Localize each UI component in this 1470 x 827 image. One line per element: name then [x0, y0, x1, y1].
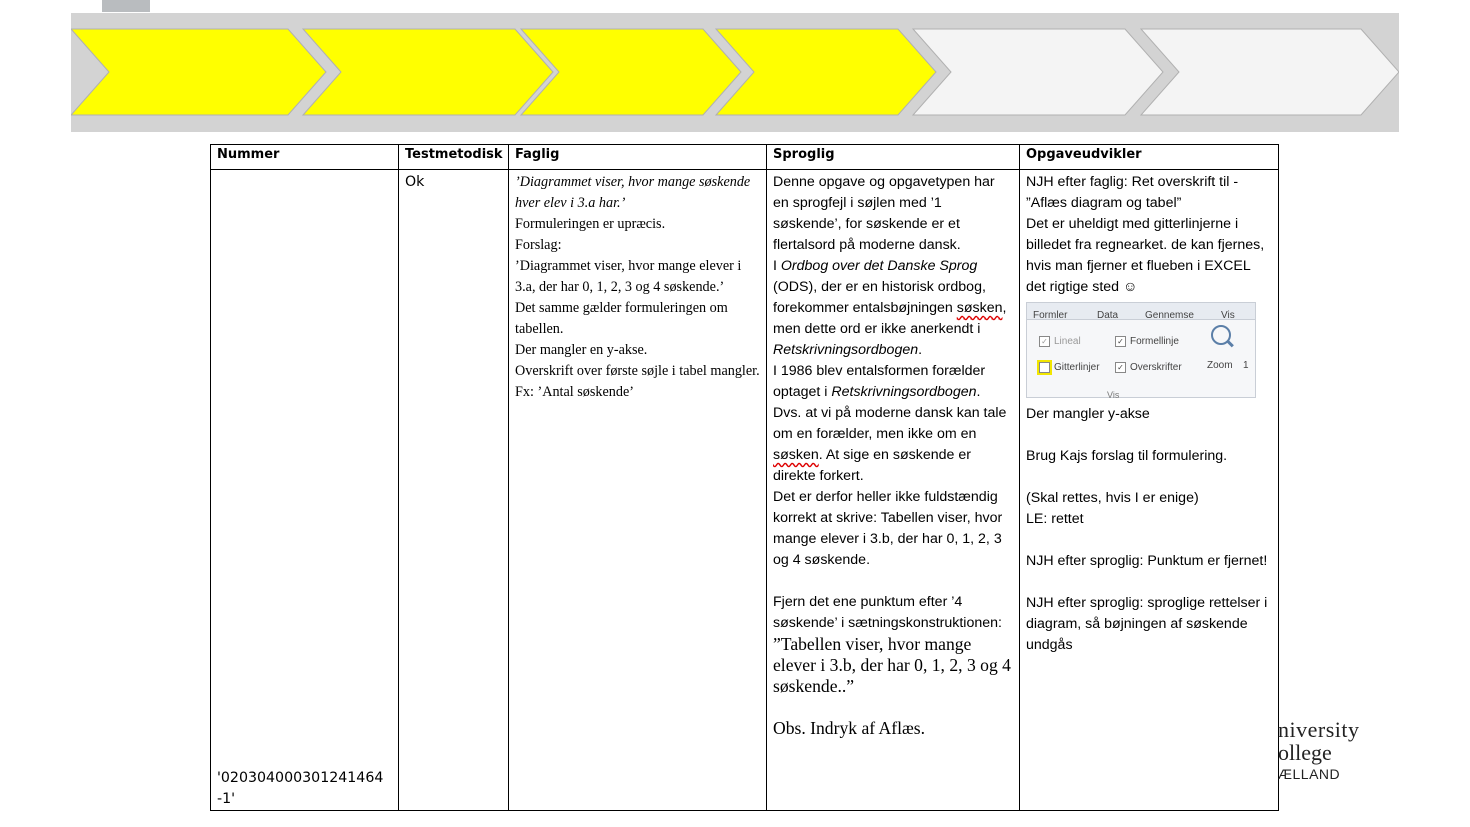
logo-line: niversity [1278, 717, 1360, 742]
zoom-magnifier-icon [1211, 325, 1231, 345]
header-row [211, 145, 1279, 170]
text: I 1986 blev entalsformen forælder optaget i [773, 363, 986, 400]
text: . [976, 384, 981, 400]
spacer [1026, 572, 1272, 593]
cell-opgaveudvikler [1020, 170, 1279, 811]
opg-p2: Det er uheldigt med gitterlinjerne i billedet fra regnearket. de kan fjernes, hvis man fjerner et flueben i EXCEL det rigtige sted ☺ [1026, 216, 1265, 295]
text: , men dette ord er ikke anerkendt i [773, 300, 1007, 337]
progress-banner [71, 13, 1399, 132]
faglig-line: Forslag: [515, 237, 562, 253]
text: . [918, 342, 923, 358]
chevron-pending [1141, 29, 1399, 115]
text: I [773, 258, 781, 274]
opg-p7: NJH efter sproglig: Punktum er fjernet! [1026, 553, 1268, 569]
ribbon-tab: Vis [1221, 310, 1235, 321]
spacer [773, 571, 1013, 592]
checkbox-checked-icon: ✓ [1039, 336, 1050, 347]
option-formellinje [1115, 331, 1179, 352]
logo-line: ollege [1278, 740, 1332, 765]
opg-p8: NJH efter sproglig: sproglige rettelser i diagram, så bøjningen af søskende undgås [1026, 595, 1268, 653]
testmetodisk-value: Ok [405, 174, 425, 190]
sproglig-p4 [773, 403, 1013, 487]
spacer [1026, 425, 1272, 446]
excel-ribbon-screenshot [1026, 302, 1256, 398]
ribbon-tab: Data [1097, 310, 1119, 321]
opg-p1: NJH efter faglig: Ret overskrift til - ”Aflæs diagram og tabel” [1026, 174, 1239, 211]
chevron-completed [521, 29, 741, 115]
checkbox-checked-icon: ✓ [1115, 362, 1126, 373]
ods-title: Ordbog over det Danske Sprog [780, 258, 978, 274]
header-sproglig: Sproglig [767, 145, 1020, 170]
item-number: '020304000301241464-1' [217, 770, 384, 807]
faglig-line: Formuleringen er upræcis. [515, 216, 666, 232]
zoom-extra: 1 [1243, 360, 1249, 371]
text: Dvs. at vi på moderne dansk kan tale om en forælder, men ikke om en [773, 405, 1007, 442]
opg-p3: Der mangler y-akse [1026, 406, 1150, 422]
cell-nummer [211, 170, 399, 811]
faglig-line: ’Diagrammet viser, hvor mange elever i 3.a, der har 0, 1, 2, 3 og 4 søskende.’ [515, 258, 742, 295]
text: . At sige en søskende er direkte forkert. [773, 447, 971, 484]
cell-testmetodisk [399, 170, 509, 811]
option-label: Gitterlinjer [1054, 362, 1100, 373]
option-gitterlinjer [1039, 357, 1100, 378]
process-chevrons [71, 13, 1399, 132]
option-label: Formellinje [1130, 336, 1179, 347]
sproglig-p8: Obs. Indryk af Aflæs. [773, 718, 925, 738]
ribbon-tab: Formler [1033, 310, 1068, 321]
opg-p4: Brug Kajs forslag til formulering. [1026, 448, 1228, 464]
sproglig-p1: Denne opgave og opgavetypen har en sprogfejl i søjlen med ’1 søskende’, for søskende er et flertalsord på moderne dansk. [773, 174, 995, 253]
header-testmetodisk: Testmetodisk [399, 145, 509, 170]
review-table-container [210, 144, 1278, 811]
sproglig-p2 [773, 256, 1013, 361]
sproglig-p7: ”Tabellen viser, hvor mange elever i 3.b, der har 0, 1, 2, 3 og 4 søskende..” [773, 634, 1011, 696]
checkbox-empty-icon [1039, 362, 1050, 373]
opg-p5: (Skal rettes, hvis I er enige) [1026, 490, 1199, 506]
cell-sproglig [767, 170, 1020, 811]
faglig-line: Der mangler en y-akse. [515, 342, 648, 358]
option-label: Lineal [1054, 336, 1081, 347]
header-nummer: Nummer [211, 145, 399, 170]
ribbon-group-label: Vis [1107, 390, 1120, 400]
spacer [1026, 530, 1272, 551]
option-label: Overskrifter [1130, 362, 1182, 373]
sproglig-p3 [773, 361, 1013, 403]
sproglig-p6: Fjern det ene punktum efter ’4 søskende’ i sætningskonstruktionen: [773, 594, 1002, 631]
table-row [211, 170, 1279, 811]
chevron-completed [71, 29, 326, 115]
opg-p6: LE: rettet [1026, 511, 1084, 527]
faglig-line: Det samme gælder formuleringen om tabellen. [515, 300, 728, 337]
spacer [773, 697, 1013, 718]
option-overskrifter [1115, 357, 1182, 378]
text: (ODS), der er en historisk ordbog, forekommer entalsbøjningen [773, 279, 986, 316]
header-opgaveudvikler: Opgaveudvikler [1020, 145, 1279, 170]
ribbon-tabs [1027, 303, 1255, 320]
top-gray-tab [102, 0, 150, 12]
chevron-completed [716, 29, 936, 115]
review-table [210, 144, 1279, 811]
misspelled-word: søsken [956, 300, 1003, 316]
chevron-completed [303, 29, 553, 115]
misspelled-word: søsken [773, 447, 819, 463]
zoom-label: Zoom [1207, 360, 1233, 371]
option-lineal [1039, 331, 1081, 352]
faglig-line: Overskrift over første søjle i tabel mangler. Fx: ’Antal søskende’ [515, 363, 760, 400]
sproglig-p5: Det er derfor heller ikke fuldstændig korrekt at skrive: Tabellen viser, hvor mange elever i 3.b, der har 0, 1, 2, 3 og 4 søskende. [773, 489, 1003, 568]
checkbox-checked-icon: ✓ [1115, 336, 1126, 347]
faglig-quote: ’Diagrammet viser, hvor mange søskende hver elev i 3.a har.’ [515, 174, 751, 211]
chevron-pending [913, 29, 1163, 115]
ribbon-tab: Gennemse [1145, 310, 1194, 321]
rso-title: Retskrivningsordbogen [831, 384, 977, 400]
header-faglig: Faglig [509, 145, 767, 170]
spacer [1026, 467, 1272, 488]
university-college-logo [1278, 718, 1360, 784]
cell-faglig [509, 170, 767, 811]
rso-title: Retskrivningsordbogen [773, 342, 919, 358]
logo-line: ÆLLAND [1278, 766, 1341, 782]
